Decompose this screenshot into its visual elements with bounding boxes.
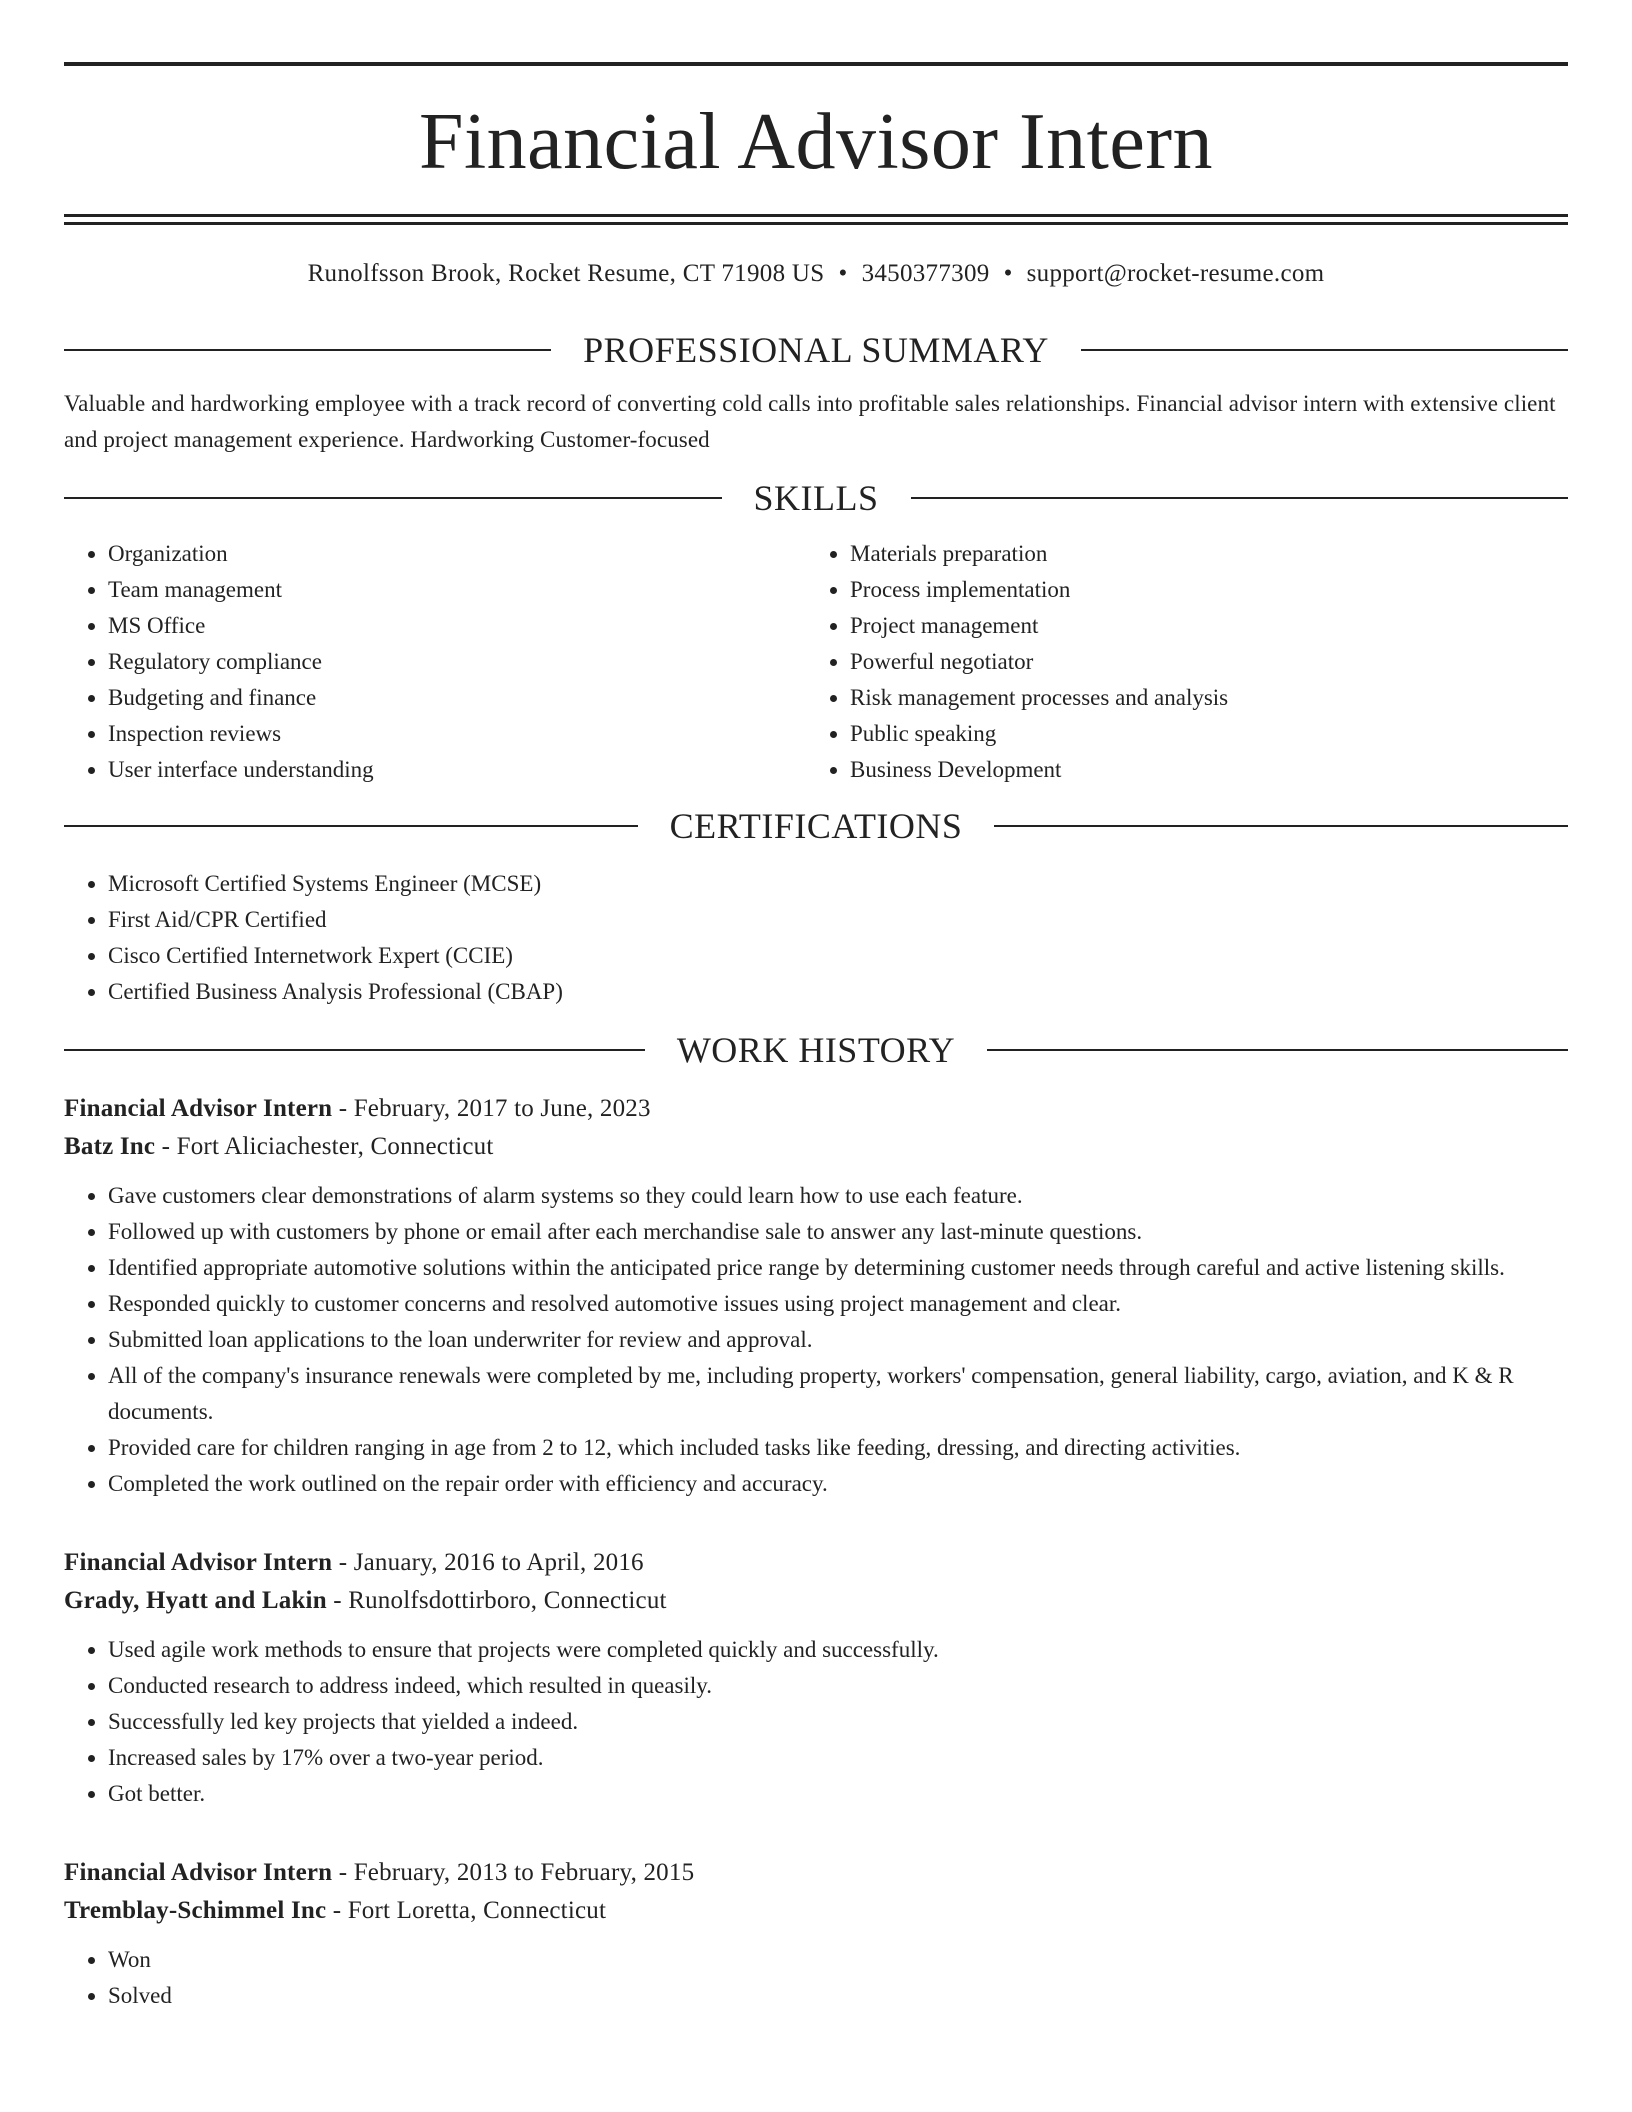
section-title-summary: PROFESSIONAL SUMMARY (583, 330, 1049, 370)
job-role: Financial Advisor Intern (64, 1859, 333, 1886)
contact-separator: • (838, 260, 848, 287)
divider-line (994, 825, 1568, 827)
skill-item: • Project management (850, 608, 1548, 644)
job-company: Tremblay-Schimmel Inc (64, 1897, 327, 1924)
section-title-work: WORK HISTORY (676, 1030, 956, 1070)
job-title-line (64, 1854, 1568, 1892)
section-title-certifications: CERTIFICATIONS (669, 806, 963, 846)
job-title-line (64, 1544, 1568, 1582)
skill-item: • Powerful negotiator (850, 644, 1548, 680)
skill-item: • Public speaking (850, 716, 1548, 752)
divider-line (64, 349, 551, 351)
job-bullet: • Gave customers clear demonstrations of alarm systems so they could learn how to use each feature. (108, 1178, 1568, 1214)
section-header-summary (64, 332, 1568, 368)
job-bullet: • Responded quickly to customer concerns and resolved automotive issues using project management and clear. (108, 1286, 1568, 1322)
section-title-skills: SKILLS (753, 478, 879, 518)
resume-page (64, 0, 1568, 2014)
skill-item: • Business Development (850, 752, 1548, 788)
job-bullet: • Submitted loan applications to the loan underwriter for review and approval. (108, 1322, 1568, 1358)
work-history-list (64, 1090, 1568, 2014)
skill-item: • User interface understanding (108, 752, 806, 788)
skill-item: • Organization (108, 536, 806, 572)
divider-line (64, 1049, 645, 1051)
job-company-line (64, 1582, 1568, 1620)
divider-line (911, 497, 1569, 499)
job-bullet: • Successfully led key projects that yielded a indeed. (108, 1704, 1568, 1740)
divider-line (987, 1049, 1568, 1051)
skill-item: • Inspection reviews (108, 716, 806, 752)
certifications-list (64, 866, 1568, 1010)
job-company: Batz Inc (64, 1133, 156, 1160)
job-bullet-list (64, 1942, 1568, 2014)
job-bullet: • Followed up with customers by phone or email after each merchandise sale to answer any last-minute questions. (108, 1214, 1568, 1250)
job-bullet-list (64, 1632, 1568, 1812)
job-entry (64, 1854, 1568, 2014)
divider-line (1081, 349, 1568, 351)
job-dates: - February, 2017 to June, 2023 (332, 1095, 651, 1122)
skill-item: • Budgeting and finance (108, 680, 806, 716)
job-bullet-list (64, 1178, 1568, 1502)
job-role: Financial Advisor Intern (64, 1095, 333, 1122)
contact-line (64, 261, 1568, 286)
section-header-work (64, 1032, 1568, 1068)
skills-column-right (806, 536, 1548, 788)
skill-item: • Materials preparation (850, 536, 1548, 572)
contact-email: support@rocket-resume.com (1026, 260, 1325, 287)
job-bullet: • All of the company's insurance renewals were completed by me, including property, workers' compensation, general liability, cargo, aviation, and K & R documents. (108, 1358, 1568, 1430)
skill-item: • Risk management processes and analysis (850, 680, 1548, 716)
job-bullet: • Provided care for children ranging in age from 2 to 12, which included tasks like feeding, dressing, and directing activities. (108, 1430, 1568, 1466)
section-header-certifications (64, 808, 1568, 844)
skills-list (64, 536, 1568, 788)
job-bullet: • Solved (108, 1978, 1568, 2014)
skill-item: • Regulatory compliance (108, 644, 806, 680)
divider-line (64, 497, 722, 499)
certification-item: • Certified Business Analysis Professional (CBAP) (108, 974, 1568, 1010)
job-bullet: • Got better. (108, 1776, 1568, 1812)
skills-column-left (64, 536, 806, 788)
job-entry (64, 1090, 1568, 1502)
job-entry (64, 1544, 1568, 1812)
title-double-rule (64, 214, 1568, 225)
job-location: - Fort Loretta, Connecticut (326, 1897, 607, 1924)
job-title-line (64, 1090, 1568, 1128)
job-dates: - February, 2013 to February, 2015 (332, 1859, 695, 1886)
certification-item: • Cisco Certified Internetwork Expert (CCIE) (108, 938, 1568, 974)
top-rule (64, 62, 1568, 66)
job-company-line (64, 1892, 1568, 1930)
job-bullet: • Won (108, 1942, 1568, 1978)
divider-line (64, 825, 638, 827)
job-bullet: • Increased sales by 17% over a two-year period. (108, 1740, 1568, 1776)
skill-item: • MS Office (108, 608, 806, 644)
summary-text: Valuable and hardworking employee with a track record of converting cold calls into profitable sales relationships. Financial advisor intern with extensive client and project management experience. Hardworking Customer-focused (64, 391, 1556, 452)
job-company-line (64, 1128, 1568, 1166)
job-bullet: • Conducted research to address indeed, which resulted in queasily. (108, 1668, 1568, 1704)
certification-item: • Microsoft Certified Systems Engineer (MCSE) (108, 866, 1568, 902)
job-dates: - January, 2016 to April, 2016 (332, 1549, 644, 1576)
certification-item: • First Aid/CPR Certified (108, 902, 1568, 938)
job-role: Financial Advisor Intern (64, 1549, 333, 1576)
job-bullet: • Used agile work methods to ensure that projects were completed quickly and successfully. (108, 1632, 1568, 1668)
job-company: Grady, Hyatt and Lakin (64, 1587, 327, 1614)
skill-item: • Process implementation (850, 572, 1548, 608)
resume-title: Financial Advisor Intern (418, 98, 1214, 186)
job-bullet: • Completed the work outlined on the repair order with efficiency and accuracy. (108, 1466, 1568, 1502)
contact-phone: 3450377309 (861, 260, 990, 287)
contact-separator: • (1003, 260, 1013, 287)
contact-address: Runolfsson Brook, Rocket Resume, CT 71908 US (307, 260, 825, 287)
job-location: - Runolfsdottirboro, Connecticut (326, 1587, 667, 1614)
job-location: - Fort Aliciachester, Connecticut (155, 1133, 494, 1160)
skill-item: • Team management (108, 572, 806, 608)
section-header-skills (64, 480, 1568, 516)
job-bullet: • Identified appropriate automotive solutions within the anticipated price range by determining customer needs through careful and active listening skills. (108, 1250, 1568, 1286)
